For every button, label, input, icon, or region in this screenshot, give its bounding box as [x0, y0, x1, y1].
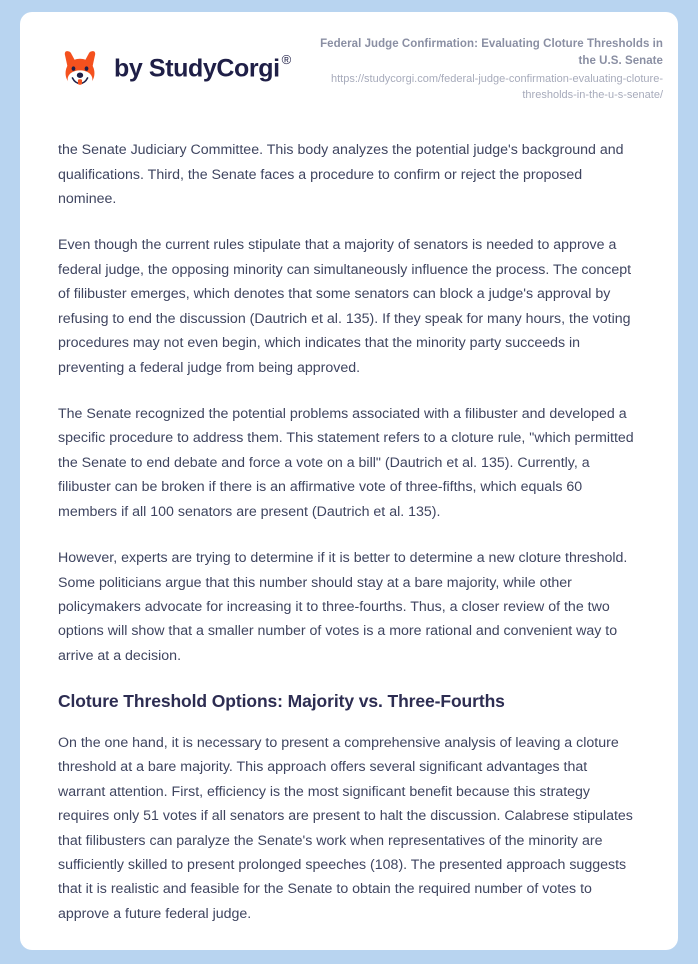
- source-url[interactable]: https://studycorgi.com/federal-judge-confirmation-evaluating-cloture-thresholds-in-the-u-s-senate/: [331, 73, 663, 102]
- body-paragraph: The Senate recognized the potential problems associated with a filibuster and developed a specific procedure to address them. This statement refers to a cloture rule, "which permitted the Senate to end debate and force a vote on a bill" (Dautrich et al. 135). Currently, a filibuster can be broken if there is an affirmative vote of three-fifths, which equals 60 members if all 100 senators are present (Dautrich et al. 135).: [58, 406, 634, 520]
- document-card: [20, 12, 678, 950]
- brand-lockup[interactable]: [58, 47, 291, 91]
- body-paragraph: Even though the current rules stipulate that a majority of senators is needed to approve a federal judge, the opposing minority can simultaneously influence the process. The concept of filibuster emerges, which denotes that some senators can block a judge's approval by refusing to end the discussion (Dautrich et al. 135). If they speak for many hours, the voting procedures may not even begin, which indicates that the minority party succeeds in preventing a federal judge from being approved.: [58, 237, 632, 376]
- document-header: [20, 12, 678, 124]
- body-paragraph: On the one hand, it is necessary to present a comprehensive analysis of leaving a cloture threshold at a bare majority. This approach offers several significant advantages that warrant attention. First, efficiency is the most significant benefit because this strategy requires only 51 votes if all senators are present to halt the discussion. Calabrese stipulates that filibusters can paralyze the Senate's work when representatives of the minority are sufficiently skilled to present prolonged speeches (108). The presented approach suggests that it is realistic and feasible for the Senate to obtain the required number of votes to approve a future federal judge.: [58, 734, 633, 922]
- brand-name-text: by StudyCorgi: [114, 54, 280, 83]
- registered-trademark-icon: ®: [281, 52, 291, 68]
- body-paragraph: However, experts are trying to determine if it is better to determine a new cloture threshold. Some politicians argue that this number should stay at a bare majority, while other policymakers advocate for increasing it to three-fourths. Thus, a closer review of the two options will show that a smaller number of votes is a more rational and convenient way to arrive at a decision.: [58, 550, 628, 664]
- page-title: Federal Judge Confirmation: Evaluating Cloture Thresholds in the U.S. Senate: [320, 38, 663, 67]
- corgi-face-icon: [58, 47, 102, 91]
- body-paragraph: the Senate Judiciary Committee. This body analyzes the potential judge's background and qualifications. Third, the Senate faces a procedure to confirm or reject the proposed nominee.: [58, 142, 624, 208]
- brand-name: [114, 52, 291, 83]
- document-meta: [303, 34, 663, 104]
- document-body: [20, 124, 678, 926]
- section-heading: Cloture Threshold Options: Majority vs. Three-Fourths: [58, 691, 505, 712]
